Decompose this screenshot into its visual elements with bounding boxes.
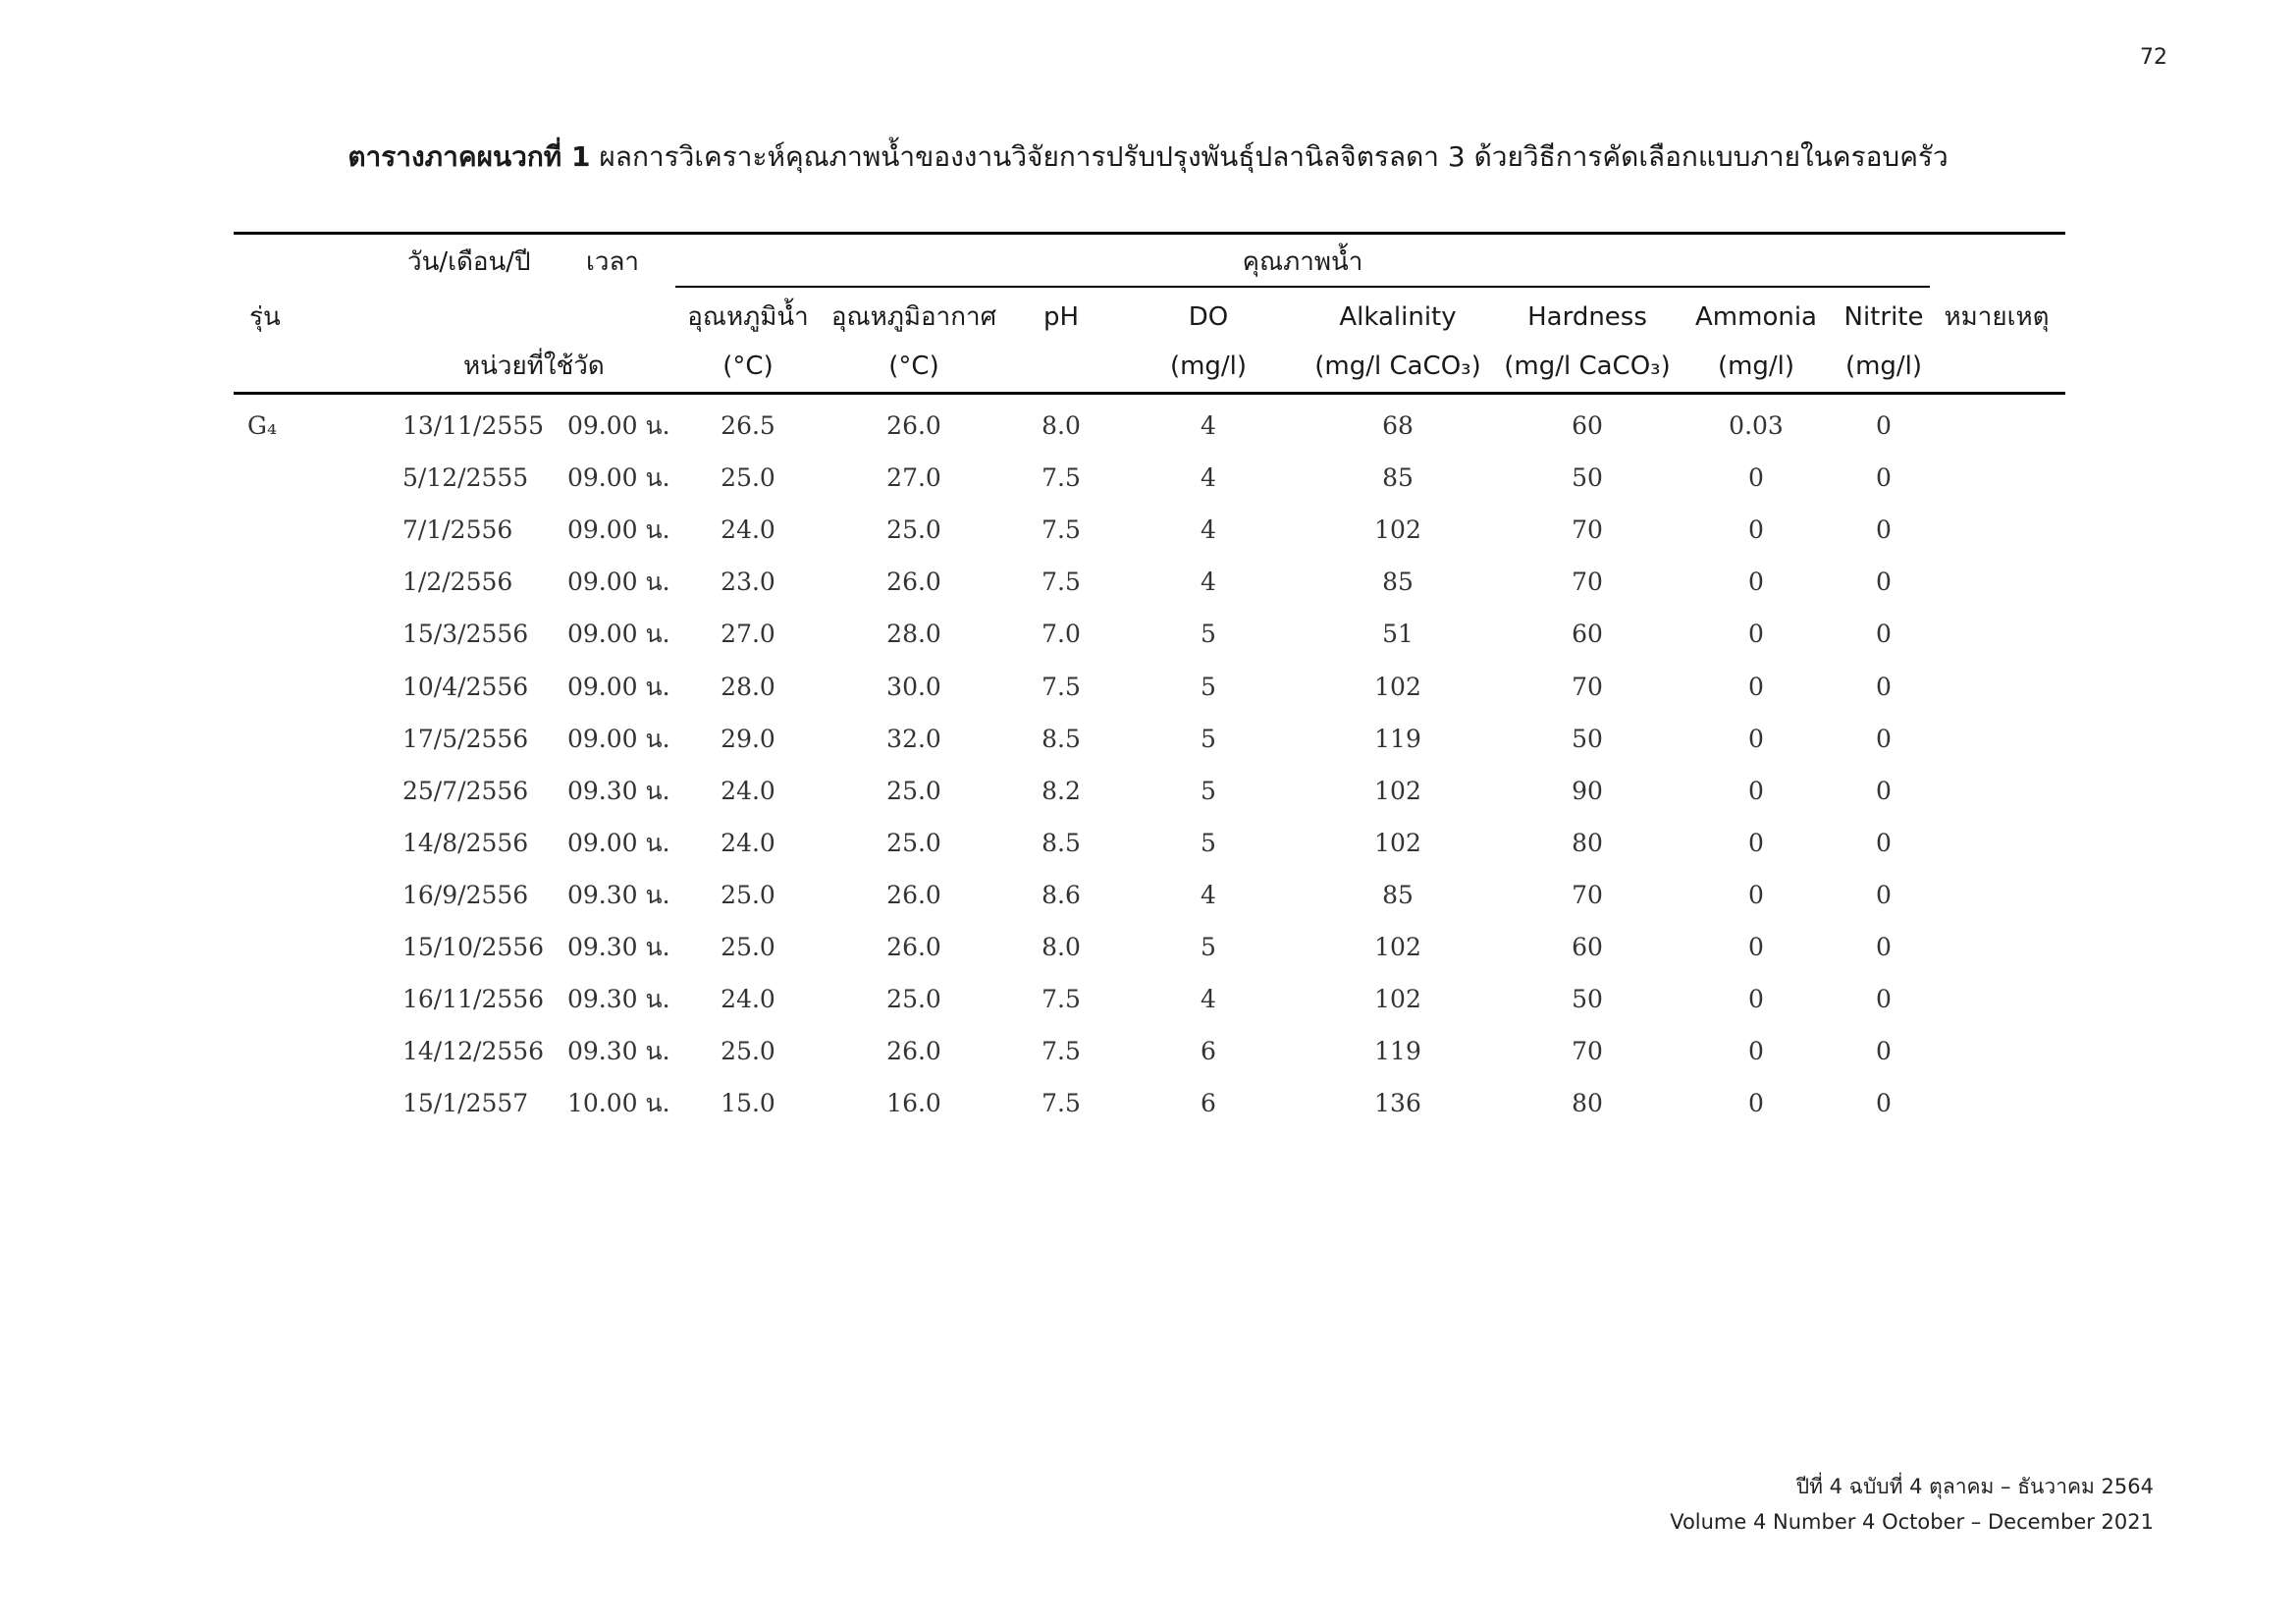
table-cell: 09.30 น. [567, 933, 670, 961]
table-cell: 85 [1382, 568, 1414, 596]
header-col-name: pH [1042, 302, 1080, 332]
table-cell: 28.0 [886, 620, 941, 648]
table-cell: 5 [1201, 933, 1216, 961]
table-cell: 0 [1876, 1089, 1892, 1117]
table-cell: 7.5 [1041, 673, 1081, 701]
table-cell: 70 [1572, 568, 1603, 596]
table-cell: 09.00 น. [567, 411, 670, 440]
table-cell: 0 [1876, 673, 1892, 701]
table-cell: 29.0 [721, 725, 775, 753]
table-cell: 26.0 [886, 1037, 941, 1065]
table-cell: 0 [1748, 725, 1764, 753]
table-cell: 16/9/2556 [402, 881, 529, 909]
table-cell: 26.0 [886, 568, 941, 596]
table-cell: 7.5 [1041, 515, 1081, 544]
table-cell: 0 [1748, 515, 1764, 544]
table-cell: 4 [1201, 568, 1216, 596]
header-col-unit: (°C) [888, 352, 939, 381]
header-col-name: DO [1188, 302, 1229, 332]
table-cell: 13/11/2555 [402, 411, 545, 440]
table-cell: 09.00 น. [567, 463, 670, 492]
table-cell: 24.0 [721, 777, 775, 805]
water-quality-group-rule [675, 286, 1930, 288]
table-cell: 90 [1572, 777, 1603, 805]
table-cell: 7.5 [1041, 985, 1081, 1013]
table-cell: 4 [1201, 985, 1216, 1013]
table-title [0, 135, 2296, 179]
table-cell: 09.30 น. [567, 1037, 670, 1065]
table-cell: 24.0 [721, 985, 775, 1013]
table-cell: 60 [1572, 933, 1603, 961]
header-col-name: Hardness [1527, 302, 1647, 332]
table-cell: 80 [1572, 1089, 1603, 1117]
table-cell: 85 [1382, 463, 1414, 492]
table-cell: 0 [1748, 985, 1764, 1013]
header-col-unit: (mg/l CaCO₃) [1504, 352, 1671, 381]
table-cell: 4 [1201, 411, 1216, 440]
table-cell: 0 [1748, 673, 1764, 701]
table-cell: 26.5 [721, 411, 775, 440]
table-cell: 102 [1374, 829, 1421, 857]
table-cell: 4 [1201, 881, 1216, 909]
table-cell: 5 [1201, 829, 1216, 857]
header-col-name: Nitrite [1843, 302, 1924, 332]
header-generation: รุ่น [249, 302, 281, 332]
table-cell: 0 [1876, 777, 1892, 805]
header-col-unit: (mg/l) [1717, 352, 1795, 381]
table-cell: 25.0 [886, 985, 941, 1013]
table-cell: 102 [1374, 933, 1421, 961]
table-cell: 80 [1572, 829, 1603, 857]
table-cell: 6 [1201, 1037, 1216, 1065]
header-time: เวลา [586, 247, 640, 277]
table-cell: 0 [1748, 829, 1764, 857]
table-cell: 119 [1374, 725, 1421, 753]
table-cell: 16.0 [886, 1089, 941, 1117]
table-cell: 24.0 [721, 829, 775, 857]
table-header-bottom-rule [234, 392, 2065, 395]
table-cell: 09.00 น. [567, 829, 670, 857]
table-cell: 0 [1876, 620, 1892, 648]
header-water-quality: คุณภาพน้ำ [1242, 247, 1363, 277]
table-cell: 5 [1201, 620, 1216, 648]
table-cell: 6 [1201, 1089, 1216, 1117]
table-cell: 102 [1374, 985, 1421, 1013]
table-cell: 7.5 [1041, 1089, 1081, 1117]
table-cell: 23.0 [721, 568, 775, 596]
table-cell: 7.5 [1041, 463, 1081, 492]
header-remark: หมายเหตุ [1944, 302, 2050, 332]
table-cell: 4 [1201, 515, 1216, 544]
table-cell: 8.0 [1041, 933, 1081, 961]
table-cell: 25.0 [886, 515, 941, 544]
header-unit-label: หน่วยที่ใช้วัด [463, 352, 605, 381]
footer-thai: ปีที่ 4 ฉบับที่ 4 ตุลาคม – ธันวาคม 2564 [1795, 1475, 2154, 1498]
table-cell: 26.0 [886, 933, 941, 961]
table-cell: 14/12/2556 [402, 1037, 545, 1065]
table-cell: 0 [1748, 1037, 1764, 1065]
table-cell: 09.00 น. [567, 620, 670, 648]
table-title-text: ผลการวิเคราะห์คุณภาพน้ำของงานวิจัยการปรับปรุงพันธุ์ปลานิลจิตรลดา 3 ด้วยวิธีการคัดเลือกแบบภายในครอบครัว [599, 140, 1949, 173]
table-cell: 09.00 น. [567, 515, 670, 544]
table-cell: 8.2 [1041, 777, 1081, 805]
table-cell: 60 [1572, 411, 1603, 440]
page-number: 72 [2140, 45, 2167, 70]
table-cell: 70 [1572, 673, 1603, 701]
table-cell: 70 [1572, 881, 1603, 909]
table-cell: 09.30 น. [567, 985, 670, 1013]
table-cell: 16/11/2556 [402, 985, 545, 1013]
table-cell: 50 [1572, 985, 1603, 1013]
table-cell: 7/1/2556 [402, 515, 513, 544]
table-cell: 0 [1876, 985, 1892, 1013]
table-cell: 30.0 [886, 673, 941, 701]
table-cell: 25.0 [721, 1037, 775, 1065]
table-cell: 25.0 [721, 933, 775, 961]
table-cell: 27.0 [721, 620, 775, 648]
table-cell: 102 [1374, 673, 1421, 701]
table-cell: 0 [1876, 829, 1892, 857]
table-cell: 27.0 [886, 463, 941, 492]
footer-english: Volume 4 Number 4 October – December 2021 [1670, 1510, 2154, 1534]
table-cell: 5/12/2555 [402, 463, 529, 492]
table-cell: 51 [1382, 620, 1414, 648]
header-col-unit: (mg/l CaCO₃) [1314, 352, 1481, 381]
table-cell: 5 [1201, 725, 1216, 753]
table-cell: 25.0 [886, 777, 941, 805]
table-cell: 26.0 [886, 411, 941, 440]
table-cell: 0 [1876, 881, 1892, 909]
table-cell: 7.0 [1041, 620, 1081, 648]
table-cell: 09.00 น. [567, 725, 670, 753]
table-cell: 0 [1876, 725, 1892, 753]
table-cell: 0 [1748, 463, 1764, 492]
table-cell: 4 [1201, 463, 1216, 492]
table-cell: 0 [1748, 568, 1764, 596]
table-cell: 0 [1748, 620, 1764, 648]
table-title-label: ตารางภาคผนวกที่ 1 [347, 140, 591, 173]
table-cell: 60 [1572, 620, 1603, 648]
table-cell: 8.6 [1041, 881, 1081, 909]
table-cell: 85 [1382, 881, 1414, 909]
header-col-name: อุณหภูมิน้ำ [687, 302, 809, 332]
table-cell: 0 [1876, 1037, 1892, 1065]
table-cell: 09.00 น. [567, 568, 670, 596]
table-cell: 5 [1201, 777, 1216, 805]
table-cell: 50 [1572, 463, 1603, 492]
table-cell: 50 [1572, 725, 1603, 753]
table-cell: 0 [1876, 515, 1892, 544]
table-cell: 15/1/2557 [402, 1089, 529, 1117]
table-cell: 7.5 [1041, 568, 1081, 596]
table-cell: 25.0 [721, 463, 775, 492]
table-cell: 0 [1748, 1089, 1764, 1117]
header-col-name: Alkalinity [1339, 302, 1457, 332]
table-cell: 15/3/2556 [402, 620, 529, 648]
header-col-unit: (°C) [722, 352, 774, 381]
table-top-rule [234, 232, 2065, 235]
table-cell: 09.30 น. [567, 777, 670, 805]
header-col-unit: (mg/l) [1844, 352, 1923, 381]
table-cell: 70 [1572, 1037, 1603, 1065]
table-cell: 10.00 น. [567, 1089, 670, 1117]
table-cell: 136 [1374, 1089, 1421, 1117]
table-cell: 0 [1876, 568, 1892, 596]
table-cell: 102 [1374, 777, 1421, 805]
table-cell: 0 [1876, 411, 1892, 440]
table-cell: 14/8/2556 [402, 829, 529, 857]
table-cell: 15/10/2556 [402, 933, 545, 961]
table-cell: 8.0 [1041, 411, 1081, 440]
table-cell: 32.0 [886, 725, 941, 753]
header-col-name: อุณหภูมิอากาศ [830, 302, 997, 332]
table-cell: 25.0 [886, 829, 941, 857]
table-cell: 09.00 น. [567, 673, 670, 701]
table-cell: 0 [1876, 463, 1892, 492]
table-cell: 28.0 [721, 673, 775, 701]
table-cell: 25.0 [721, 881, 775, 909]
table-cell: 1/2/2556 [402, 568, 513, 596]
table-cell: 119 [1374, 1037, 1421, 1065]
table-cell: 102 [1374, 515, 1421, 544]
table-cell: 10/4/2556 [402, 673, 529, 701]
table-cell: 0 [1748, 777, 1764, 805]
generation-label: G₄ [247, 411, 277, 440]
header-date: วัน/เดือน/ปี [407, 247, 531, 277]
table-cell: 25/7/2556 [402, 777, 529, 805]
table-cell: 68 [1382, 411, 1414, 440]
table-cell: 26.0 [886, 881, 941, 909]
table-cell: 15.0 [721, 1089, 775, 1117]
table-cell: 7.5 [1041, 1037, 1081, 1065]
table-cell: 8.5 [1041, 829, 1081, 857]
header-col-name: Ammonia [1695, 302, 1817, 332]
table-cell: 0 [1876, 933, 1892, 961]
table-cell: 17/5/2556 [402, 725, 529, 753]
table-cell: 5 [1201, 673, 1216, 701]
header-col-unit: (mg/l) [1169, 352, 1248, 381]
table-cell: 8.5 [1041, 725, 1081, 753]
table-cell: 24.0 [721, 515, 775, 544]
table-cell: 0.03 [1729, 411, 1784, 440]
table-cell: 0 [1748, 881, 1764, 909]
table-cell: 70 [1572, 515, 1603, 544]
table-cell: 09.30 น. [567, 881, 670, 909]
table-cell: 0 [1748, 933, 1764, 961]
